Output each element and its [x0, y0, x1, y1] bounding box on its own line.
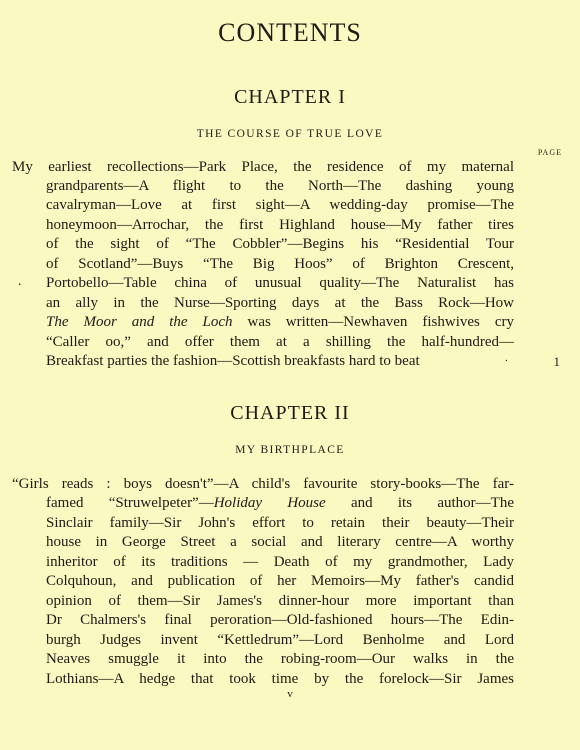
- stray-dot: .: [18, 274, 22, 289]
- book-title: The Moor and the Loch: [46, 314, 233, 330]
- chapter-1-line: honeymoon—Arrochar, the first Highland house—My father tires: [46, 217, 514, 233]
- chapter-1-line: [46, 313, 514, 332]
- chapter-1-heading: CHAPTER I: [234, 86, 346, 108]
- chapter-1-line: Breakfast parties the fashion—Scottish breakfasts hard to beat: [46, 353, 420, 369]
- chapter-2-line: Lothians—A hedge that took time by the forelock—Sir James: [46, 671, 514, 687]
- chapter-1-page-number: 1: [553, 354, 560, 369]
- chapter-1-line: cavalryman—Love at first sight—A wedding-day promise—The: [46, 197, 514, 213]
- chapter-1-subtitle: THE COURSE OF TRUE LOVE: [196, 128, 384, 140]
- page-column-label: PAGE: [537, 148, 562, 157]
- chapter-2-line: famed “Struwelpeter”—Holiday House and its author—The: [46, 495, 514, 511]
- chapter-2-line: opinion of them—Sir James's dinner-hour more important than: [46, 593, 514, 609]
- chapter-2-line: Neaves smuggle it into the robing-room—Our walks in the: [46, 651, 514, 667]
- chapter-1-line: “Caller oo,” and offer them at a shilling the half-hundred—: [46, 334, 514, 350]
- chapter-2-line: Dr Chalmers's final peroration—Old-fashioned hours—The Edin-: [46, 612, 514, 628]
- chapter-2-line: “Girls reads : boys doesn't”—A child's favourite story-books—The far-: [12, 476, 514, 492]
- chapter-1-line: My earliest recollections—Park Place, the residence of my maternal: [12, 159, 514, 175]
- chapter-2-line: Colquhoun, and publication of her Memoirs—My father's candid: [46, 573, 514, 589]
- chapter-2-subtitle: MY BIRTHPLACE: [235, 444, 345, 456]
- chapter-2-heading: CHAPTER II: [230, 402, 350, 424]
- book-title: Holiday House: [213, 495, 326, 511]
- chapter-1-line: of the sight of “The Cobbler”—Begins his “Residential Tour: [46, 236, 514, 252]
- leader-dot: .: [505, 352, 508, 364]
- page-title: CONTENTS: [218, 18, 362, 47]
- chapter-2-line: burgh Judges invent “Kettledrum”—Lord Benholme and Lord: [46, 632, 514, 648]
- chapter-1-line: of Scotland”—Buys “The Big Hoos” of Brighton Crescent,: [46, 256, 514, 272]
- chapter-1-line: an ally in the Nurse—Sporting days at the Bass Rock—How: [46, 295, 514, 311]
- chapter-2-line: Sinclair family—Sir John's effort to retain their beauty—Their: [46, 515, 514, 531]
- chapter-1-line: Portobello—Table china of unusual quality—The Naturalist has: [46, 275, 514, 291]
- page-footer-number: v: [287, 688, 293, 700]
- chapter-2-line: inheritor of its traditions — Death of my grandmother, Lady: [46, 554, 514, 570]
- chapter-1-line-text: The Moor and the Loch was written—Newhaven fishwives cry: [46, 314, 514, 330]
- chapter-1-line: grandparents—A flight to the North—The dashing young: [46, 178, 514, 194]
- chapter-2-line: house in George Street a social and literary centre—A worthy: [46, 534, 514, 550]
